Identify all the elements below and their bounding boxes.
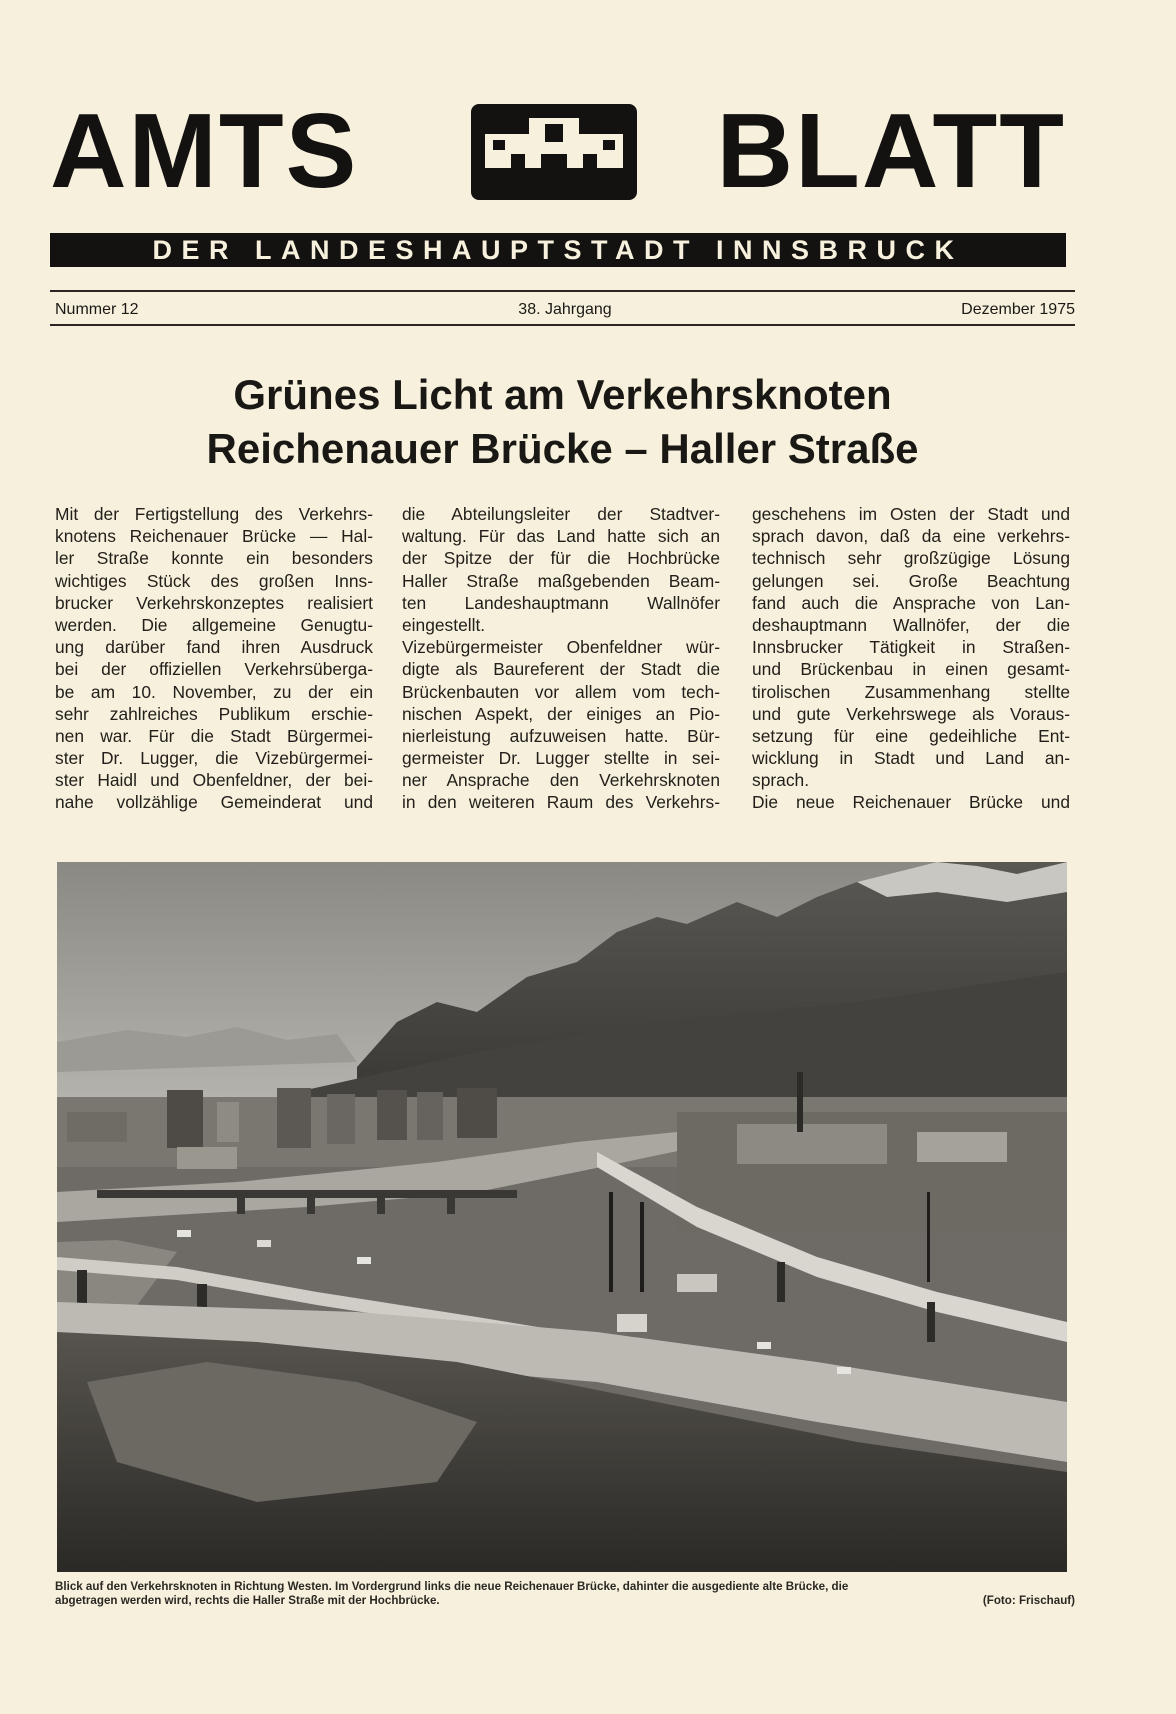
photo-caption: [55, 1580, 1075, 1608]
text-line: bei der offiziellen Verkehrsüberga-: [55, 659, 373, 680]
text-line: Innsbrucker Tätigkeit in Straßen-: [752, 637, 1070, 658]
text-line: ler Straße konnte ein besonders: [55, 548, 373, 569]
text-line: ster Haidl und Obenfeldner, der bei-: [55, 770, 373, 791]
text-line: Brückenbauten vor allem vom tech-: [402, 681, 720, 702]
caption-line-2: [55, 1594, 1075, 1608]
masthead-word-left: AMTS: [50, 92, 359, 210]
masthead: [50, 92, 1066, 210]
text-line: Die neue Reichenauer Brücke und: [752, 792, 1070, 813]
text-line: wicklung in Stadt und Land an-: [752, 748, 1070, 769]
text-line: waltung. Für das Land hatte sich an: [402, 526, 720, 547]
photo-illustration: [57, 862, 1067, 1572]
top-rule: [50, 290, 1075, 292]
text-line: in den weiteren Raum des Verkehrs-: [402, 792, 720, 813]
text-line: technisch sehr großzügige Lösung: [752, 548, 1070, 569]
masthead-subtitle: DER LANDESHAUPTSTADT INNSBRUCK: [50, 233, 1066, 267]
article-headline: [50, 368, 1075, 476]
text-line: nen war. Für die Stadt Bürgermei-: [55, 725, 373, 746]
text-line: digte als Baureferent der Stadt die: [402, 659, 720, 680]
text-line: eingestellt.: [402, 614, 486, 635]
text-line: Vizebürgermeister Obenfeldner wür-: [402, 637, 720, 658]
text-line: germeister Dr. Lugger stellte in sei-: [402, 748, 720, 769]
text-line: tirolischen Zusammenhang stellte: [752, 681, 1070, 702]
text-line: sehr zahlreiches Publikum erschie-: [55, 703, 373, 724]
masthead-word-right: BLATT: [716, 92, 1066, 210]
text-line: nischen Aspekt, der einiges an Pio-: [402, 703, 720, 724]
text-line: und gute Verkehrswege als Voraus-: [752, 703, 1070, 724]
text-line: werden. Die allgemeine Genugtu-: [55, 614, 373, 635]
text-line: gelungen sei. Große Beachtung: [752, 570, 1070, 591]
photo-credit: (Foto: Frischauf): [982, 1594, 1075, 1607]
issue-number: Nummer 12: [55, 301, 139, 318]
text-line: knotens Reichenauer Brücke — Hal-: [55, 526, 373, 547]
innsbruck-bridge-crest-icon: [471, 104, 637, 200]
text-line: geschehens im Osten der Stadt und: [752, 504, 1070, 524]
headline-line-2: Reichenauer Brücke – Haller Straße: [206, 425, 919, 472]
text-line: setzung für eine gedeihliche Ent-: [752, 725, 1070, 746]
text-line: ung darüber fand ihren Ausdruck: [55, 637, 373, 658]
article-column-3: [752, 503, 1070, 814]
text-line: deshauptmann Wallnöfer, der die: [752, 614, 1070, 635]
text-line: Haller Straße maßgebenden Beam-: [402, 570, 720, 591]
text-line: ner Ansprache den Verkehrsknoten: [402, 770, 720, 791]
text-line: der Spitze der für die Hochbrücke: [402, 548, 720, 569]
issue-info-row: [55, 299, 1075, 321]
text-line: die Abteilungsleiter der Stadtver-: [402, 504, 720, 524]
text-line: be am 10. November, zu der ein: [55, 681, 373, 702]
text-line: ster Dr. Lugger, die Vizebürgermei-: [55, 748, 373, 769]
text-line: nahe vollzählige Gemeinderat und: [55, 792, 373, 813]
article-column-1: [55, 503, 373, 814]
text-line: ten Landeshauptmann Wallnöfer: [402, 592, 720, 613]
issue-date: Dezember 1975: [961, 301, 1075, 318]
text-line: nierleistung aufzuweisen hatte. Bür-: [402, 725, 720, 746]
text-line: wichtiges Stück des großen Inns-: [55, 570, 373, 591]
caption-line-1: Blick auf den Verkehrsknoten in Richtung Westen. Im Vordergrund links die neue Reichenauer Brücke, dahinter die ausgediente alte Brücke, die: [55, 1580, 849, 1593]
text-line: sprach.: [752, 770, 810, 791]
text-line: brucker Verkehrskonzeptes realisiert: [55, 592, 373, 613]
traffic-junction-photo: [57, 862, 1067, 1572]
text-line: Mit der Fertigstellung des Verkehrs-: [55, 504, 373, 524]
bottom-rule: [50, 324, 1075, 326]
caption-line-2-text: abgetragen werden wird, rechts die Haller Straße mit der Hochbrücke.: [55, 1594, 440, 1607]
headline-line-1: Grünes Licht am Verkehrsknoten: [233, 371, 892, 418]
text-line: und Brückenbau in einen gesamt-: [752, 659, 1070, 680]
text-line: fand auch die Ansprache von Lan-: [752, 592, 1070, 613]
article-column-2: [402, 503, 720, 814]
issue-volume: 38. Jahrgang: [518, 301, 612, 318]
text-line: sprach davon, daß da eine verkehrs-: [752, 526, 1070, 547]
